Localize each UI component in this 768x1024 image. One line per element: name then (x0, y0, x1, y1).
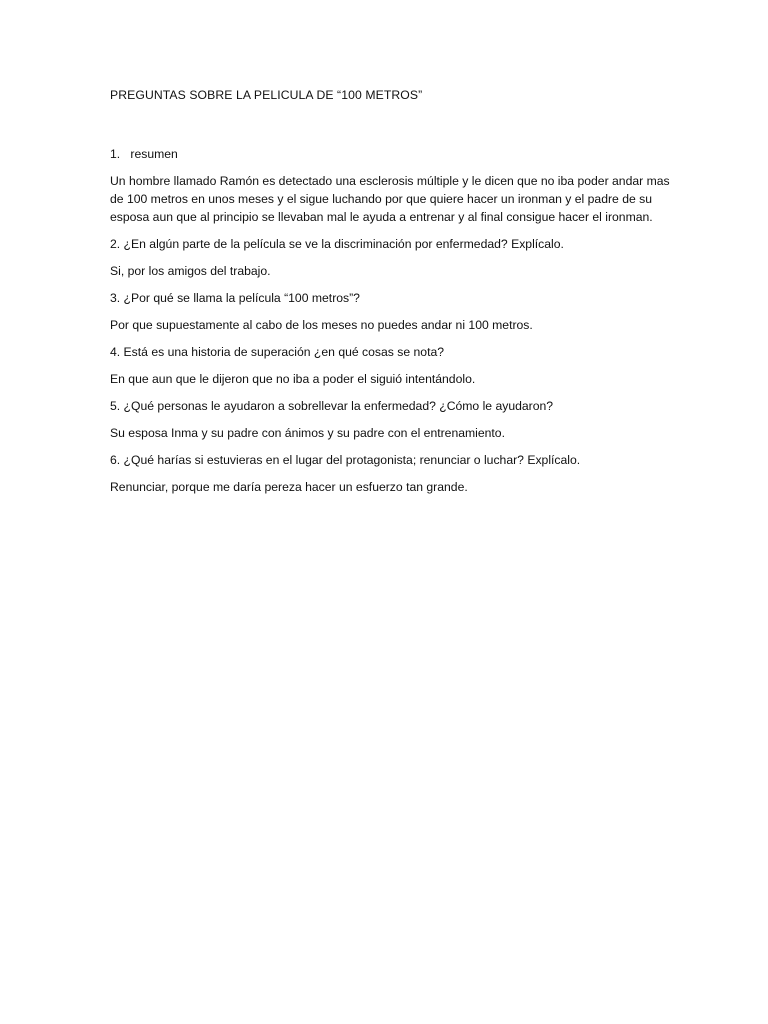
answer-2: Si, por los amigos del trabajo. (110, 264, 271, 278)
question-5: 5. ¿Qué personas le ayudaron a sobrellevar la enfermedad? ¿Cómo le ayudaron? (110, 399, 554, 413)
question-4: 4. Está es una historia de superación ¿en qué cosas se nota? (110, 345, 445, 359)
question-2: 2. ¿En algún parte de la película se ve la discriminación por enfermedad? Explícalo. (110, 237, 564, 251)
answer-6: Renunciar, porque me daría pereza hacer un esfuerzo tan grande. (110, 480, 468, 494)
summary-number: 1. (110, 147, 121, 161)
question-6: 6. ¿Qué harías si estuvieras en el lugar del protagonista; renunciar o luchar? Explícalo. (110, 453, 581, 467)
summary-text: Un hombre llamado Ramón es detectado una esclerosis múltiple y le dicen que no iba poder andar mas de 100 metros en unos meses y el sigue luchando por que quiere hacer un ironman y el padre de su esposa aun que al principio se llevaban mal le ayuda a entrenar y al final consigue hacer el ironman. (110, 174, 670, 224)
summary-label: resumen (130, 147, 178, 161)
answer-3: Por que supuestamente al cabo de los meses no puedes andar ni 100 metros. (110, 318, 533, 332)
document-page (110, 86, 670, 505)
document-title: PREGUNTAS SOBRE LA PELICULA DE “100 METROS” (110, 88, 423, 102)
summary-heading (110, 145, 670, 163)
question-3: 3. ¿Por qué se llama la película “100 metros”? (110, 291, 360, 305)
answer-5: Su esposa Inma y su padre con ánimos y su padre con el entrenamiento. (110, 426, 505, 440)
answer-4: En que aun que le dijeron que no iba a poder el siguió intentándolo. (110, 372, 476, 386)
